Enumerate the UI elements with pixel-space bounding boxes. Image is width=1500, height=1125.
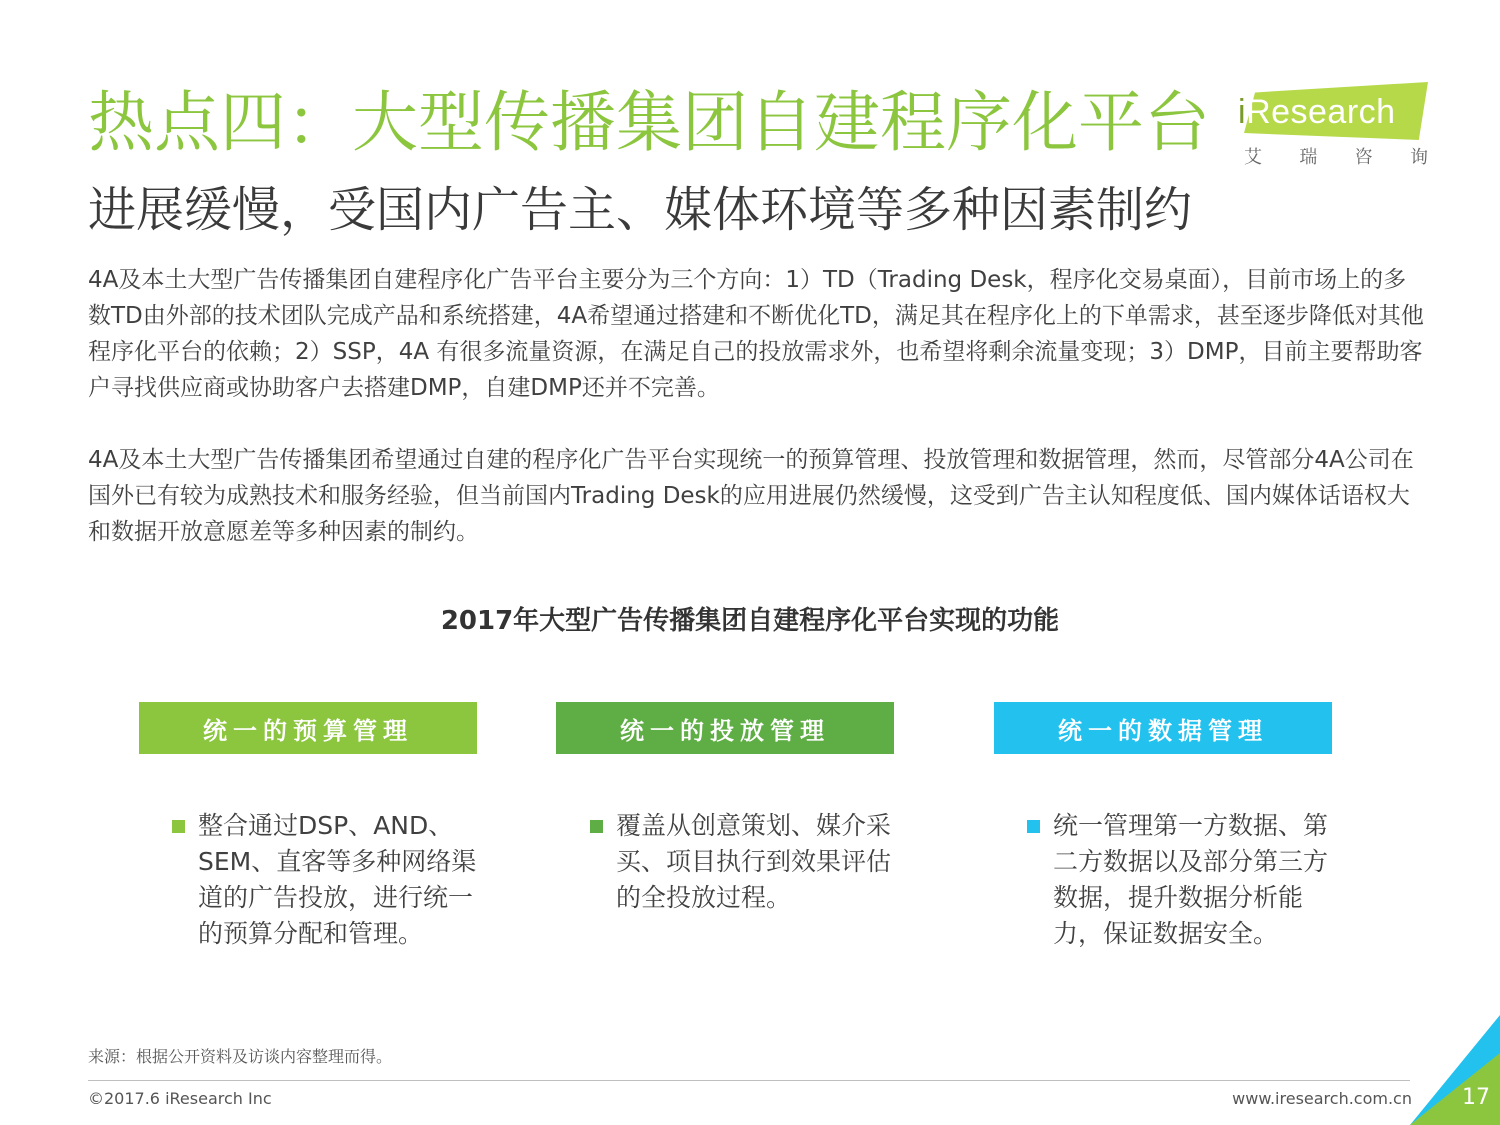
body-paragraph-1: 4A及本土大型广告传播集团自建程序化广告平台主要分为三个方向：1）TD（Trading Desk，程序化交易桌面），目前市场上的多数TD由外部的技术团队完成产品和系统搭建，4A希望通过搭建和不断优化TD，满足其在程序化上的下单需求，甚至逐步降低对其他程序化平台的依赖；2）SSP，4A 有很多流量资源，在满足自己的投放需求外，也希望将剩余流量变现；3）DMP，目前主要帮助客户寻找供应商或协助客户去搭建DMP，自建DMP还并不完善。 (88, 267, 1424, 401)
page-title: 热点四：大型传播集团自建程序化平台 (88, 84, 1210, 161)
body-paragraph-2: 4A及本土大型广告传播集团希望通过自建的程序化广告平台实现统一的预算管理、投放管理和数据管理，然而，尽管部分4A公司在国外已有较为成熟技术和服务经验，但当前国内Trading Desk的应用进展仍然缓慢，这受到广告主认知程度低、国内媒体话语权大和数据开放意愿差等多种因素的制约。 (88, 447, 1414, 545)
logo-name: Research (1246, 93, 1396, 131)
bullet-text: 覆盖从创意策划、媒介采买、项目执行到效果评估的全投放过程。 (616, 811, 892, 912)
iresearch-logo (1238, 80, 1428, 176)
logo-cn-char: 询 (1409, 147, 1428, 168)
logo-cn-char: 咨 (1354, 147, 1373, 168)
bullet-square-icon (1027, 820, 1040, 833)
footer-divider (88, 1080, 1410, 1081)
delivery-management-description (616, 808, 906, 916)
page-number: 17 (1462, 1085, 1490, 1110)
copyright-text: ©2017.6 iResearch Inc (88, 1089, 272, 1108)
bullet-square-icon (172, 820, 185, 833)
bullet-text: 整合通过DSP、AND、SEM、直客等多种网络渠道的广告投放，进行统一的预算分配和管理。 (198, 811, 477, 948)
logo-cn-char: 瑞 (1299, 147, 1318, 168)
logo-cn-char: 艾 (1244, 147, 1262, 168)
delivery-management-header: 统一的投放管理 (556, 702, 894, 754)
logo-wordmark (1238, 90, 1396, 134)
logo-prefix: i (1238, 93, 1247, 131)
bullet-text: 统一管理第一方数据、第二方数据以及部分第三方数据，提升数据分析能力，保证数据安全。 (1053, 811, 1329, 948)
page-subtitle: 进展缓慢，受国内广告主、媒体环境等多种因素制约 (88, 182, 1193, 238)
page-corner-decoration (1410, 1015, 1500, 1125)
budget-management-description (198, 808, 488, 952)
data-management-description (1053, 808, 1343, 952)
logo-chinese-name (1244, 146, 1428, 170)
bullet-square-icon (590, 820, 603, 833)
source-note: 来源：根据公开资料及访谈内容整理而得。 (88, 1047, 393, 1066)
budget-management-header: 统一的预算管理 (139, 702, 477, 754)
website-link[interactable]: www.iresearch.com.cn (1232, 1089, 1412, 1108)
data-management-header: 统一的数据管理 (994, 702, 1332, 754)
diagram-title: 2017年大型广告传播集团自建程序化平台实现的功能 (440, 606, 1060, 636)
